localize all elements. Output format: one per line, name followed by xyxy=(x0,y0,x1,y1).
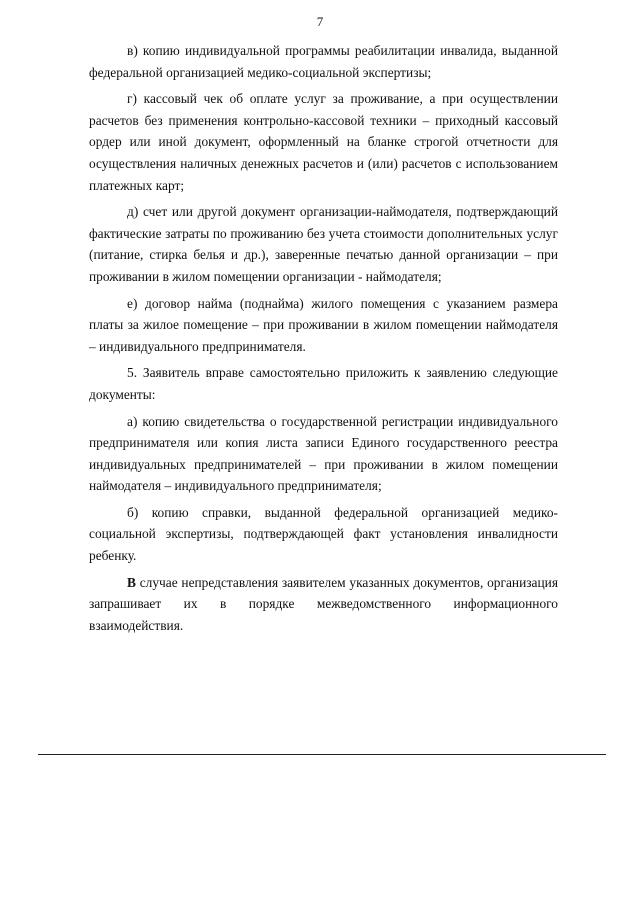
paragraph-item-d xyxy=(89,201,558,287)
paragraph-item-a xyxy=(89,411,558,497)
document-body xyxy=(89,40,558,641)
footer-divider xyxy=(38,754,606,755)
paragraph-text: 5. Заявитель вправе самостоятельно приложить к заявлению следующие документы: xyxy=(89,365,558,402)
paragraph-text: случае непредставления заявителем указанных документов, организация запрашивает их в порядке межведомственного информационного взаимодействия. xyxy=(89,574,558,633)
paragraph-item-e xyxy=(89,293,558,358)
paragraph-text: в) копию индивидуальной программы реабилитации инвалида, выданной федеральной организацией медико-социальной экспертизы; xyxy=(89,43,558,80)
paragraph-final-note xyxy=(89,572,558,637)
paragraph-text: б) копию справки, выданной федеральной организацией медико-социальной экспертизы, подтверждающей факт установления инвалидности ребенку. xyxy=(89,504,558,564)
paragraph-item-g xyxy=(89,88,558,196)
paragraph-text: д) счет или другой документ организации-наймодателя, подтверждающий фактические затраты по проживанию без учета стоимости дополнительных услуг (питание, стирка белья и др.), заверенные печатью данной организации – при проживании в жилом помещении организации - наймодателя; xyxy=(89,204,558,284)
page-number: 7 xyxy=(316,14,324,29)
paragraph-text: е) договор найма (поднайма) жилого помещения с указанием размера платы за жилое помещение – при проживании в жилом помещении наймодателя – индивидуального предпринимателя. xyxy=(89,295,558,354)
paragraph-text: г) кассовый чек об оплате услуг за проживание, а при осуществлении расчетов без применения контрольно-кассовой техники – приходный кассовый ордер или иной документ, оформленный на бланке строгой отчетности для осуществления наличных денежных расчетов и (или) расчетов с использованием платежных карт; xyxy=(89,91,558,193)
paragraph-item-v xyxy=(89,40,558,83)
paragraph-clause-5 xyxy=(89,362,558,405)
paragraph-text: а) копию свидетельства о государственной регистрации индивидуального предпринимателя или копия листа записи Единого государственного реестра индивидуальных предпринимателей – при проживании в жилом помещении наймодателя – индивидуального предпринимателя; xyxy=(89,413,558,494)
paragraph-item-b xyxy=(89,502,558,567)
paragraph-lead: В xyxy=(127,574,136,590)
